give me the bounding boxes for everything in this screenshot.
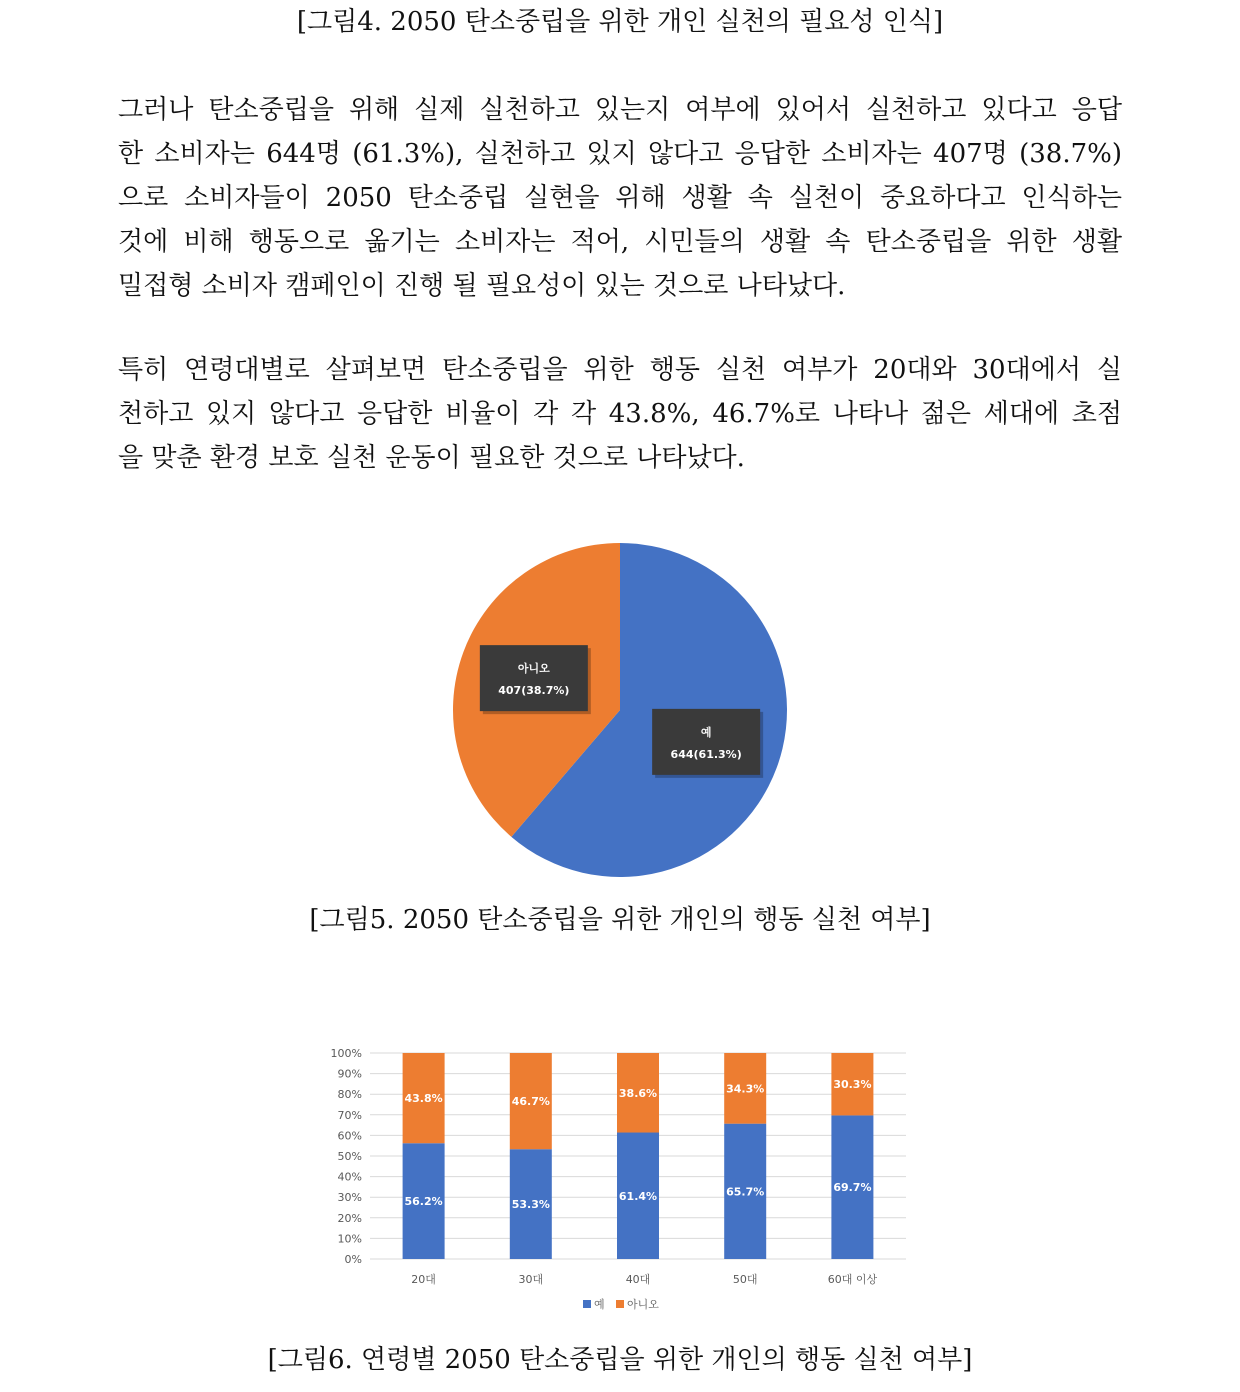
x-tick-label: 60대 이상	[827, 1273, 878, 1286]
bar-data-label: 30.3%	[833, 1078, 872, 1092]
y-tick-label: 60%	[337, 1129, 362, 1143]
pie-label-value: 407(38.7%)	[498, 684, 570, 698]
bar-data-label: 43.8%	[404, 1092, 443, 1106]
legend-label: 아니오	[627, 1298, 659, 1311]
y-tick-label: 40%	[337, 1170, 362, 1184]
y-tick-label: 50%	[337, 1150, 362, 1163]
pie-label-name: 예	[700, 725, 712, 739]
pie-chart	[440, 530, 800, 890]
paragraph-line: 특히 연령대별로 살펴보면 탄소중립을 위한 행동 실천 여부가 20대와 30대에서 실	[118, 355, 1122, 385]
pie-label-value: 644(61.3%)	[670, 747, 742, 761]
figure5-caption: [그림5. 2050 탄소중립을 위한 개인의 행동 실천 여부]	[309, 905, 931, 935]
y-tick-label: 100%	[330, 1047, 362, 1060]
legend-swatch	[616, 1300, 624, 1308]
y-tick-label: 10%	[337, 1232, 362, 1246]
paragraph-line: 천하고 있지 않다고 응답한 비율이 각 각 43.8%, 46.7%로 나타나 젊은 세대에 초점	[118, 399, 1122, 429]
x-tick-label: 20대	[411, 1273, 436, 1286]
paragraph-2	[118, 348, 1122, 480]
paragraph-line: 한 소비자는 644명 (61.3%), 실천하고 있지 않다고 응답한 소비자는 407명 (38.7%)	[118, 139, 1122, 169]
pie-label-box	[480, 645, 588, 711]
y-tick-label: 20%	[337, 1211, 362, 1225]
legend-swatch	[583, 1300, 591, 1308]
x-tick-label: 30대	[518, 1273, 544, 1286]
bar-data-label: 46.7%	[511, 1095, 550, 1109]
bar-data-label: 61.4%	[618, 1189, 658, 1203]
paragraph-line: 밀접형 소비자 캠페인이 진행 될 필요성이 있는 것으로 나타났다.	[118, 271, 846, 301]
bar-data-label: 38.6%	[618, 1086, 658, 1100]
pie-label-name: 아니오	[517, 662, 550, 676]
stacked-bar-chart	[320, 1040, 920, 1330]
pie-data-label	[652, 709, 763, 778]
legend	[583, 1297, 659, 1311]
y-tick-label: 0%	[344, 1253, 362, 1266]
paragraph-line: 을 맞춘 환경 보호 실천 운동이 필요한 것으로 나타났다.	[118, 443, 745, 473]
figure6-caption: [그림6. 연령별 2050 탄소중립을 위한 개인의 행동 실천 여부]	[267, 1345, 973, 1375]
bar-data-label: 34.3%	[726, 1082, 765, 1096]
paragraph-line: 그러나 탄소중립을 위해 실제 실천하고 있는지 여부에 있어서 실천하고 있다고 응답	[118, 95, 1122, 125]
paragraph-line: 으로 소비자들이 2050 탄소중립 실현을 위해 생활 속 실천이 중요하다고 인식하는	[118, 183, 1122, 213]
y-tick-label: 90%	[337, 1067, 362, 1081]
y-tick-label: 70%	[337, 1108, 362, 1122]
figure4-caption: [그림4. 2050 탄소중립을 위한 개인 실천의 필요성 인식]	[296, 7, 944, 37]
bar-data-label: 53.3%	[511, 1198, 550, 1212]
bar-data-label: 65.7%	[726, 1185, 765, 1199]
legend-label: 예	[594, 1298, 605, 1311]
y-tick-label: 30%	[337, 1191, 362, 1205]
pie-label-box	[652, 709, 760, 775]
paragraph-line: 것에 비해 행동으로 옮기는 소비자는 적어, 시민들의 생활 속 탄소중립을 위한 생활	[118, 227, 1122, 257]
pie-data-label	[480, 645, 591, 714]
bar-data-label: 56.2%	[404, 1195, 443, 1209]
x-tick-label: 40대	[625, 1273, 651, 1286]
paragraph-1	[118, 88, 1122, 308]
y-tick-label: 80%	[337, 1088, 362, 1102]
bar-data-label: 69.7%	[833, 1181, 872, 1195]
x-tick-label: 50대	[732, 1273, 758, 1286]
